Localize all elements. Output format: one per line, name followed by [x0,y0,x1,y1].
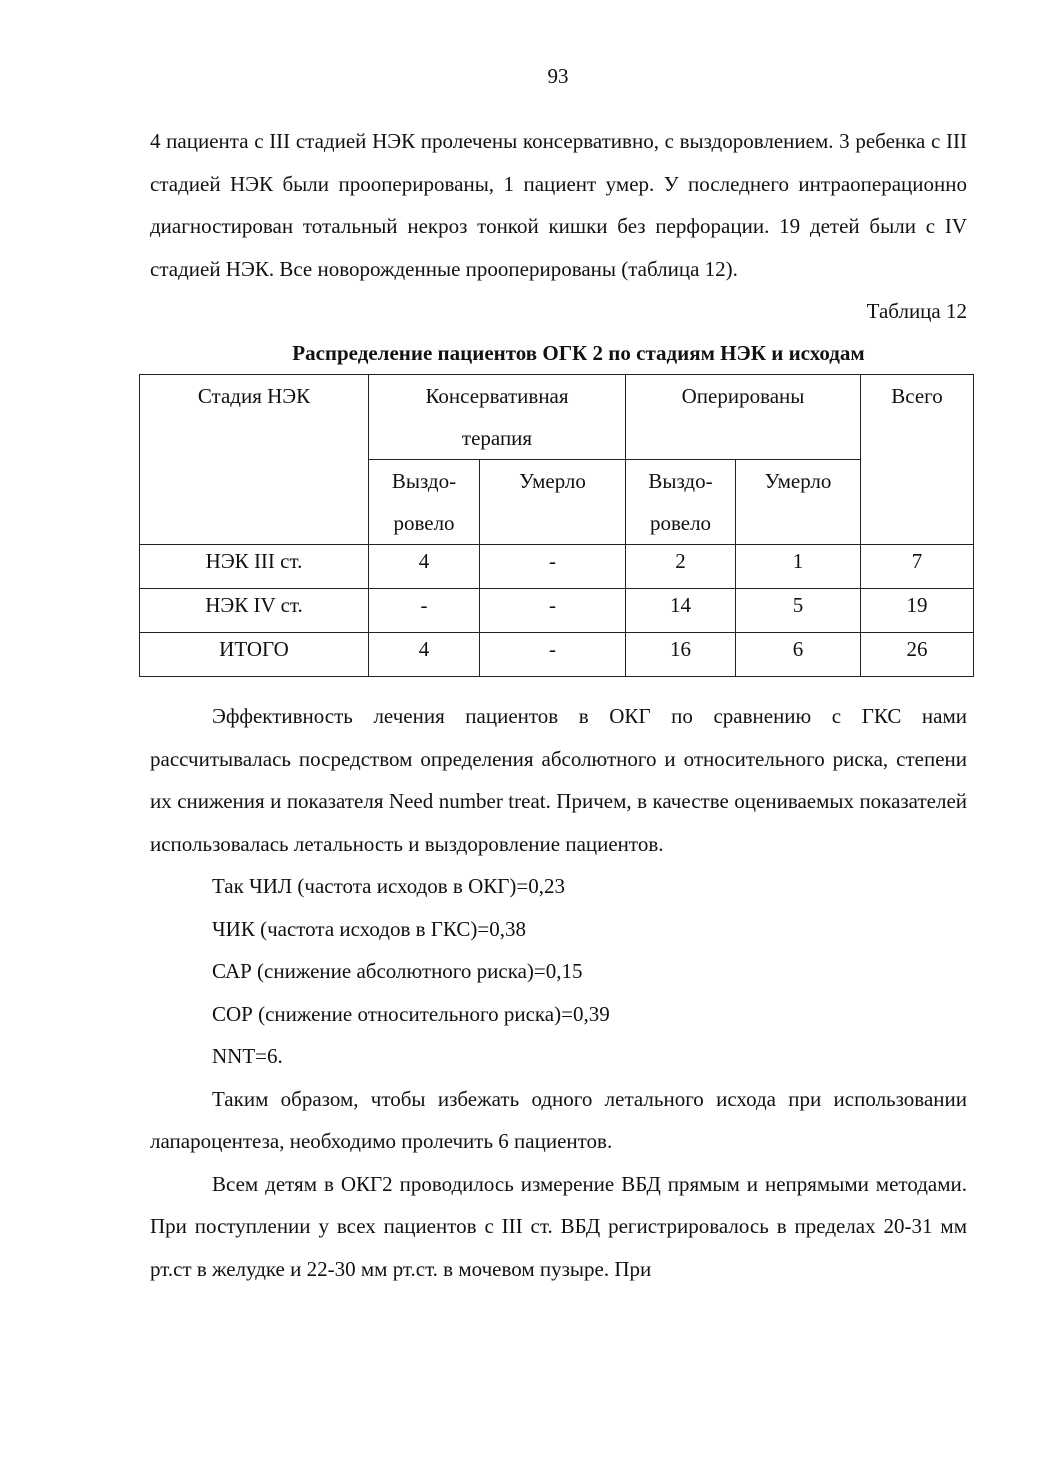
row-op-died: 5 [736,589,861,633]
row-op-died: 1 [736,545,861,589]
table-row [140,589,974,633]
final-paragraph: Всем детям в ОКГ2 проводилось измерение ВБД прямым и непрямыми методами. При поступлении у всех пациентов с III ст. ВБД регистрировалось в пределах 20-31 мм рт.ст в желудке и 22-30 мм рт.ст. в мочевом пузыре. При [150,1171,967,1281]
page-content [150,120,967,1290]
formula-line: NNT=6. [212,1044,283,1068]
row-op-recovered: 14 [626,589,736,633]
row-stage: НЭК IV ст. [140,589,369,633]
row-total: 19 [861,589,974,633]
row-cons-died: - [480,633,626,677]
header-total: Всего [861,375,974,545]
table-row [140,633,974,677]
row-op-recovered: 16 [626,633,736,677]
conclusion-paragraph: Таким образом, чтобы избежать одного летального исхода при использовании лапароцентеза, необходимо пролечить 6 пациентов. [150,1086,967,1153]
table-row [140,545,974,589]
formula-line: Так ЧИЛ (частота исходов в ОКГ)=0,23 [212,874,566,898]
row-cons-died: - [480,589,626,633]
table-header-row [140,375,974,460]
row-total: 26 [861,633,974,677]
row-total: 7 [861,545,974,589]
header-operated: Оперированы [626,375,861,460]
subheader-cons-died: Умерло [480,460,626,545]
header-stage: Стадия НЭК [140,375,369,545]
table-title: Распределение пациентов ОГК 2 по стадиям НЭК и исходам [292,341,865,365]
formula-line: ЧИК (частота исходов в ГКС)=0,38 [212,916,527,941]
row-cons-died: - [480,545,626,589]
subheader-cons-recovered: Выздо-ровело [369,460,480,545]
row-cons-recovered: 4 [369,545,480,589]
row-cons-recovered: - [369,589,480,633]
subheader-op-died: Умерло [736,460,861,545]
outcomes-table [139,374,974,677]
table-label: Таблица 12 [866,299,967,323]
row-stage: НЭК III ст. [140,545,369,589]
row-stage: ИТОГО [140,633,369,677]
formula-line: СОР (снижение относительного риска)=0,39 [212,1001,610,1026]
row-op-died: 6 [736,633,861,677]
efficiency-paragraph: Эффективность лечения пациентов в ОКГ по сравнению с ГКС нами рассчитывалась посредством определения абсолютного и относительного риска, степени их снижения и показателя Need number treat. Причем, в качестве оцениваемых показателей использовалась летальность и выздоровление пациентов. [150,704,967,856]
header-conservative: Консервативная терапия [369,375,626,460]
page-number: 93 [547,64,569,88]
intro-paragraph: 4 пациента с III стадией НЭК пролечены консервативно, с выздоровлением. 3 ребенка с III стадией НЭК были прооперированы, 1 пациент умер. У последнего интраоперационно диагностирован тотальный некроз тонкой кишки без перфорации. 19 детей были с IV стадией НЭК. Все новорожденные прооперированы (таблица 12). [150,129,967,281]
subheader-op-recovered: Выздо-ровело [626,460,736,545]
formula-line: САР (снижение абсолютного риска)=0,15 [212,959,583,983]
row-cons-recovered: 4 [369,633,480,677]
row-op-recovered: 2 [626,545,736,589]
